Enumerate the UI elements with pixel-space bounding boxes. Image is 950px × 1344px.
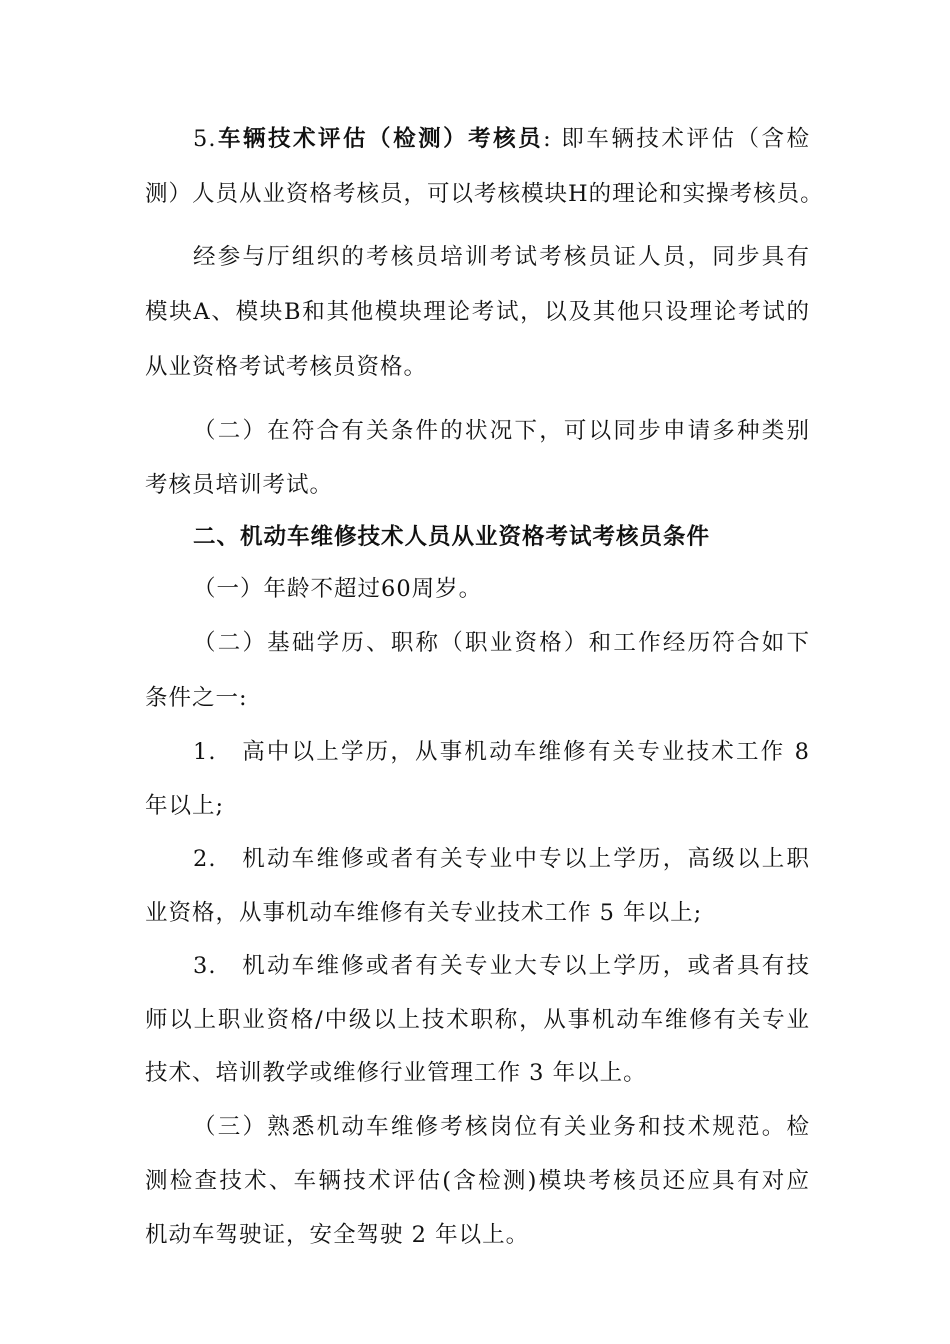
section-heading-2: 二、机动车维修技术人员从业资格考试考核员条件 [193,524,711,550]
item2-line2: 业资格，从事机动车维修有关专业技术工作 5 年以上; [145,900,703,926]
para1-line1 [193,124,810,154]
item1-text: 高中以上学历，从事机动车维修有关专业技术工作 8 [241,739,810,765]
item2-text: 机动车维修或者有关专业中专以上学历，高级以上职 [241,846,810,872]
condition-3-line3: 机动车驾驶证，安全驾驶 2 年以上。 [145,1222,530,1248]
condition-3-line1: （三）熟悉机动车维修考核岗位有关业务和技术规范。检 [193,1114,810,1140]
item1-number: 1. [193,739,217,765]
para2-line2: 模块A、模块B和其他模块理论考试，以及其他只设理论考试的 [145,299,810,325]
condition-3-line2: 测检查技术、车辆技术评估(含检测)模块考核员还应具有对应 [145,1168,810,1194]
para3-line1: （二）在符合有关条件的状况下，可以同步申请多种类别 [193,418,810,444]
condition-2-line1: （二）基础学历、职称（职业资格）和工作经历符合如下 [193,630,810,656]
para1-bold-title: 车辆技术评估（检测）考核员 [216,126,544,152]
condition-1: （一）年龄不超过60周岁。 [193,576,483,602]
item1-line2: 年以上; [145,793,225,819]
item3-line2: 师以上职业资格/中级以上技术职称，从事机动车维修有关专业 [145,1007,810,1033]
condition-2-line2: 条件之一: [145,685,248,711]
item1-line1 [193,737,810,767]
para3-line2: 考核员培训考试。 [145,472,334,498]
para1-prefix: 5. [193,126,217,152]
para1-line1-rest: : 即车辆技术评估（含检 [543,126,810,152]
item3-number: 3. [193,953,217,979]
item3-line3: 技术、培训教学或维修行业管理工作 3 年以上。 [145,1060,647,1086]
item2-number: 2. [193,846,217,872]
para2-line3: 从业资格考试考核员资格。 [145,354,428,380]
item3-line1 [193,951,810,981]
item2-line1 [193,844,810,874]
item3-text: 机动车维修或者有关专业大专以上学历，或者具有技 [241,953,810,979]
para1-line2: 测）人员从业资格考核员，可以考核模块H的理论和实操考核员。 [145,181,824,207]
para2-line1: 经参与厅组织的考核员培训考试考核员证人员，同步具有 [193,244,810,270]
